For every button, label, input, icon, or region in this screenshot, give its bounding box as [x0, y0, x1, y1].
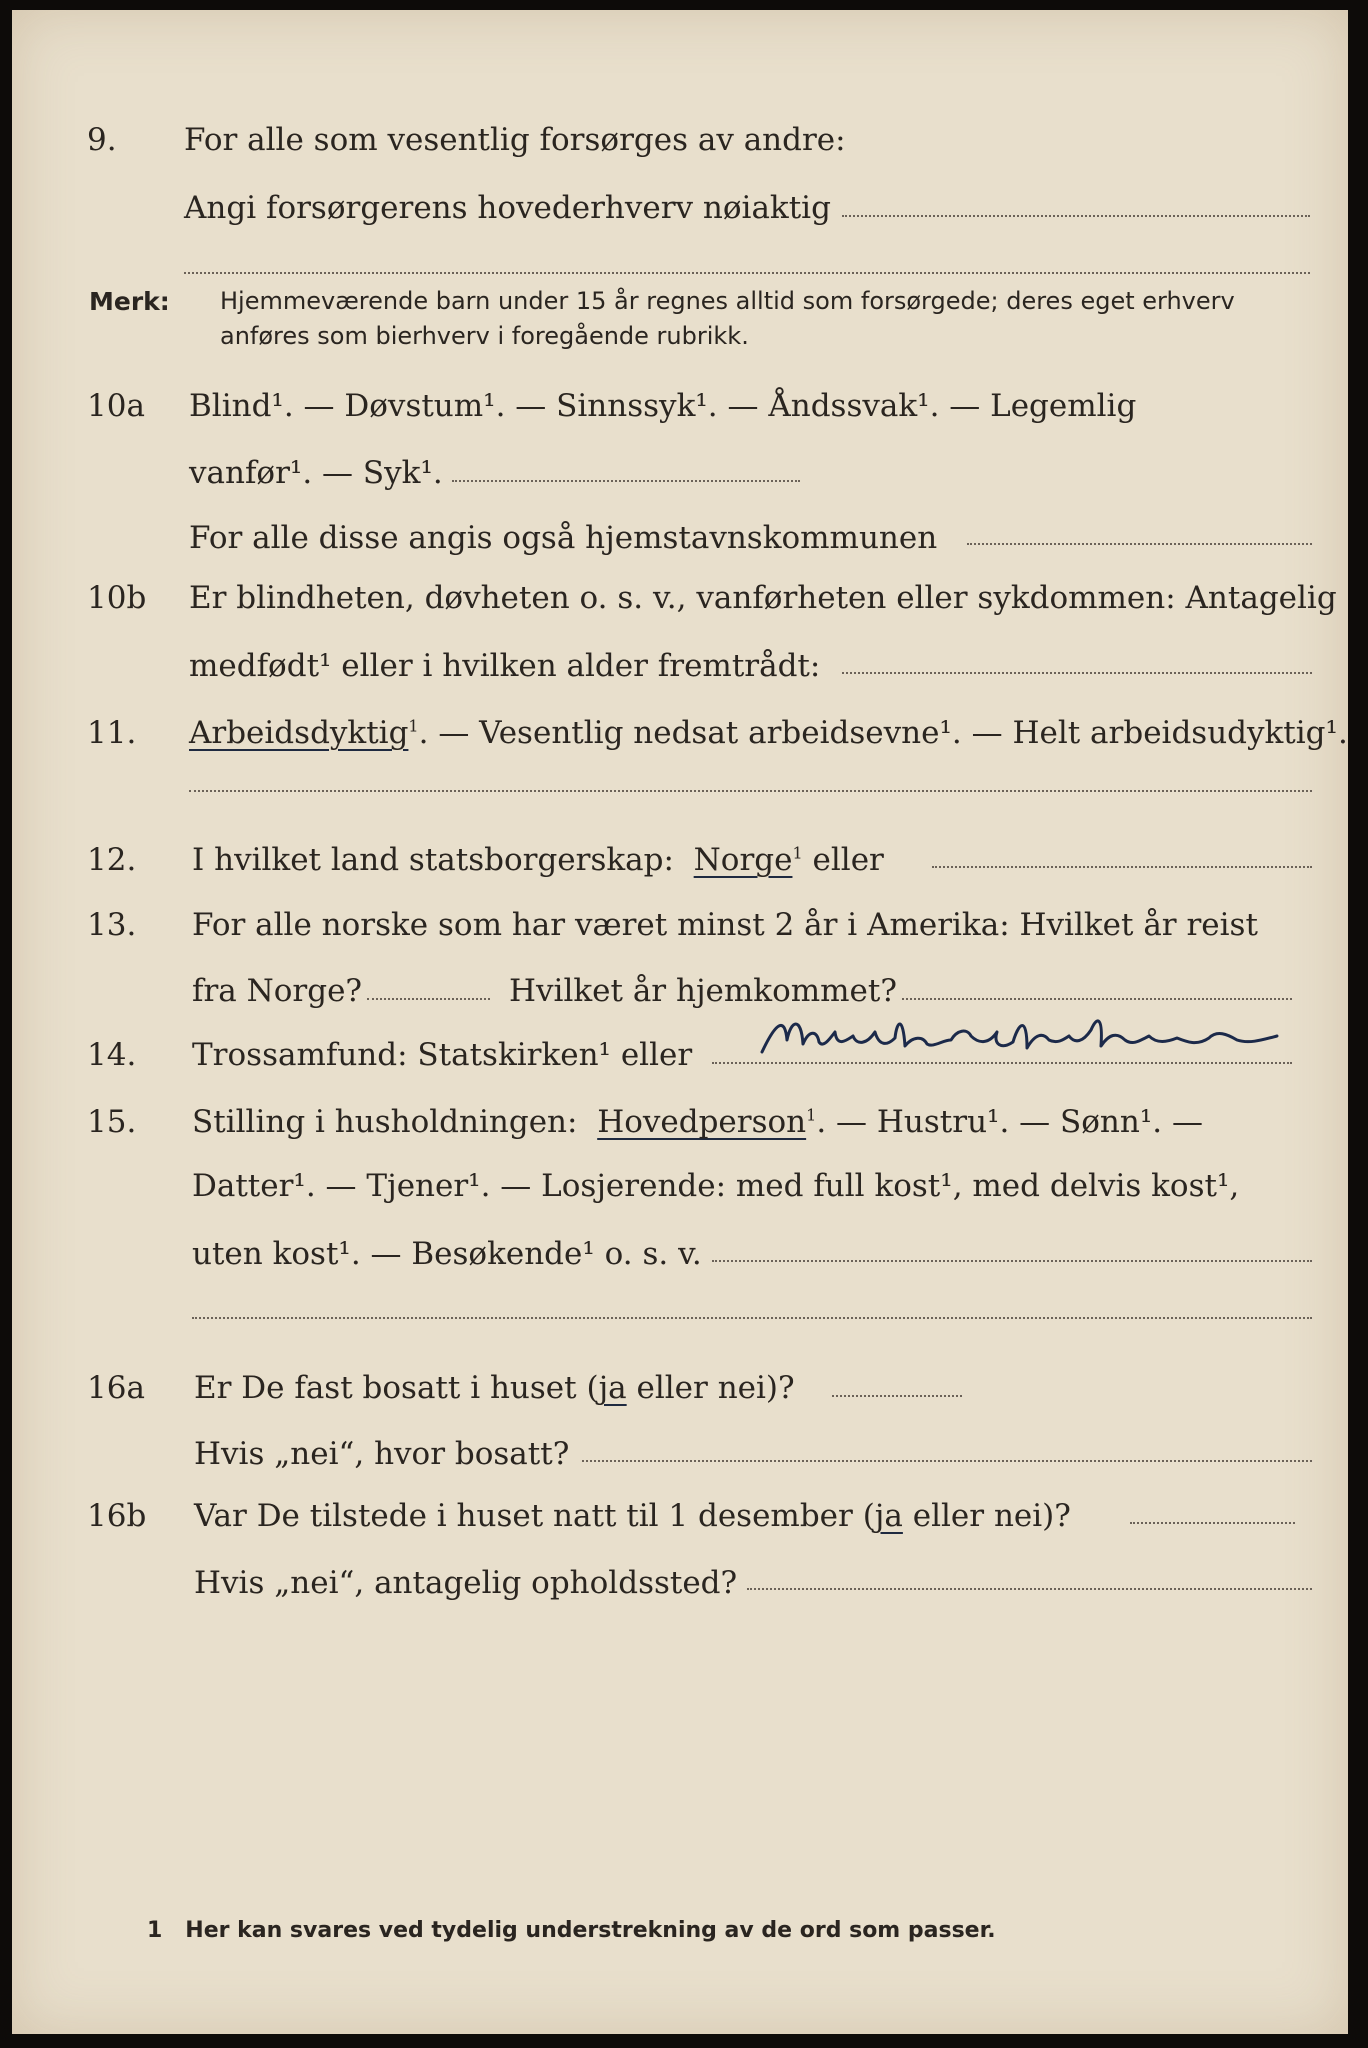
- q11-rest: . — Vesentlig nedsat arbeidsevne¹. — Helt arbeidsudyktig¹.: [418, 715, 1348, 751]
- q9-answer-field[interactable]: [842, 215, 1310, 217]
- q13-line2a: fra Norge?: [192, 973, 363, 1009]
- q13-hjemkommet-field[interactable]: [902, 998, 1292, 1000]
- q10a-line3: For alle disse angis også hjemstavnskommunen: [189, 520, 938, 556]
- q15-number: 15.: [87, 1104, 137, 1140]
- q12-option-norge[interactable]: Norge: [693, 842, 793, 878]
- q16b-option-ja[interactable]: ja: [874, 1498, 903, 1534]
- q15-footnote-marker: 1: [806, 1105, 817, 1125]
- q11-line: [189, 715, 1348, 751]
- q16a-bosatt-field[interactable]: [832, 1395, 962, 1397]
- q11-answer-rule[interactable]: [189, 790, 1312, 792]
- q15-option-hovedperson[interactable]: Hovedperson: [597, 1104, 807, 1140]
- q12-land-field[interactable]: [932, 866, 1312, 868]
- q14-number: 14.: [87, 1037, 137, 1073]
- q11-footnote-marker: 1: [408, 716, 419, 736]
- q10a-line2: vanfør¹. — Syk¹.: [189, 455, 443, 491]
- q13-reist-field[interactable]: [367, 998, 490, 1000]
- q9-line2: Angi forsørgerens hovederhverv nøiaktig: [184, 190, 831, 226]
- q10b-line2: medfødt¹ eller i hvilken alder fremtrådt:: [189, 648, 821, 684]
- q16b-text-a: Var De tilstede i huset natt til 1 desember (: [194, 1498, 875, 1534]
- q15-prefix: Stilling i husholdningen:: [192, 1104, 578, 1140]
- q13-line1: For alle norske som har været minst 2 år i Amerika: Hvilket år reist: [192, 907, 1258, 943]
- footnote: [147, 1918, 996, 1943]
- q15-line2: Datter¹. — Tjener¹. — Losjerende: med full kost¹, med delvis kost¹,: [192, 1168, 1240, 1204]
- q16a-text-a: Er De fast bosatt i huset (: [194, 1370, 599, 1406]
- q16a-hvor-field[interactable]: [582, 1460, 1312, 1462]
- q12-line: [192, 842, 884, 878]
- census-form-page: [12, 10, 1348, 2034]
- q10a-hjemstavn-field[interactable]: [967, 543, 1312, 545]
- q13-number: 13.: [87, 907, 137, 943]
- q16b-opholdssted-field[interactable]: [747, 1588, 1312, 1590]
- q16a-line1: [194, 1370, 795, 1406]
- footnote-marker: 1: [147, 1918, 163, 1943]
- q9-answer-rule[interactable]: [184, 272, 1310, 274]
- q15-stilling-field[interactable]: [712, 1260, 1312, 1262]
- footnote-text: Her kan svares ved tydelig understrekning av de ord som passer.: [185, 1918, 996, 1943]
- q16a-text-c: eller nei)?: [626, 1370, 795, 1406]
- q15-answer-rule[interactable]: [192, 1317, 1312, 1319]
- q10b-number: 10b: [87, 580, 147, 616]
- q10b-line1: Er blindheten, døvheten o. s. v., vanførheten eller sykdommen: Antagelig: [189, 580, 1337, 616]
- merk-line1: Hjemmeværende barn under 15 år regnes alltid som forsørgede; deres eget erhverv: [220, 287, 1235, 315]
- q16b-number: 16b: [87, 1498, 147, 1534]
- q14-text: Trossamfund: Statskirken¹ eller: [192, 1037, 693, 1073]
- q14-handwritten-answer: [757, 1010, 1297, 1070]
- q12-suffix: eller: [812, 842, 884, 878]
- merk-label: Merk:: [89, 287, 170, 316]
- merk-line2: anføres som bierhverv i foregående rubrikk.: [220, 322, 749, 350]
- q13-line2b: Hvilket år hjemkommet?: [509, 973, 897, 1009]
- q15-line1: [192, 1104, 1203, 1140]
- q16b-tilstede-field[interactable]: [1130, 1522, 1295, 1524]
- q10a-syk-field[interactable]: [452, 480, 800, 482]
- q9-line1: For alle som vesentlig forsørges av andre:: [184, 122, 846, 158]
- q11-number: 11.: [87, 715, 137, 751]
- q10a-line1: Blind¹. — Døvstum¹. — Sinnssyk¹. — Åndssvak¹. — Legemlig: [189, 388, 1137, 424]
- q10b-alder-field[interactable]: [842, 672, 1312, 674]
- q15-rest1: . — Hustru¹. — Sønn¹. —: [816, 1104, 1203, 1140]
- q11-option-arbeidsdyktig[interactable]: Arbeidsdyktig: [189, 715, 409, 751]
- q10a-number: 10a: [87, 388, 145, 424]
- q16a-number: 16a: [87, 1370, 145, 1406]
- q16b-line1: [194, 1498, 1071, 1534]
- q16b-line2: Hvis „nei“, antagelig opholdssted?: [194, 1565, 738, 1601]
- q12-prefix: I hvilket land statsborgerskap:: [192, 842, 674, 878]
- q16a-option-ja[interactable]: ja: [598, 1370, 627, 1406]
- q12-footnote-marker: 1: [792, 843, 803, 863]
- q9-number: 9.: [87, 122, 117, 158]
- q12-number: 12.: [87, 842, 137, 878]
- q15-line3: uten kost¹. — Besøkende¹ o. s. v.: [192, 1236, 702, 1272]
- q16b-text-c: eller nei)?: [902, 1498, 1071, 1534]
- q16a-line2: Hvis „nei“, hvor bosatt?: [194, 1436, 570, 1472]
